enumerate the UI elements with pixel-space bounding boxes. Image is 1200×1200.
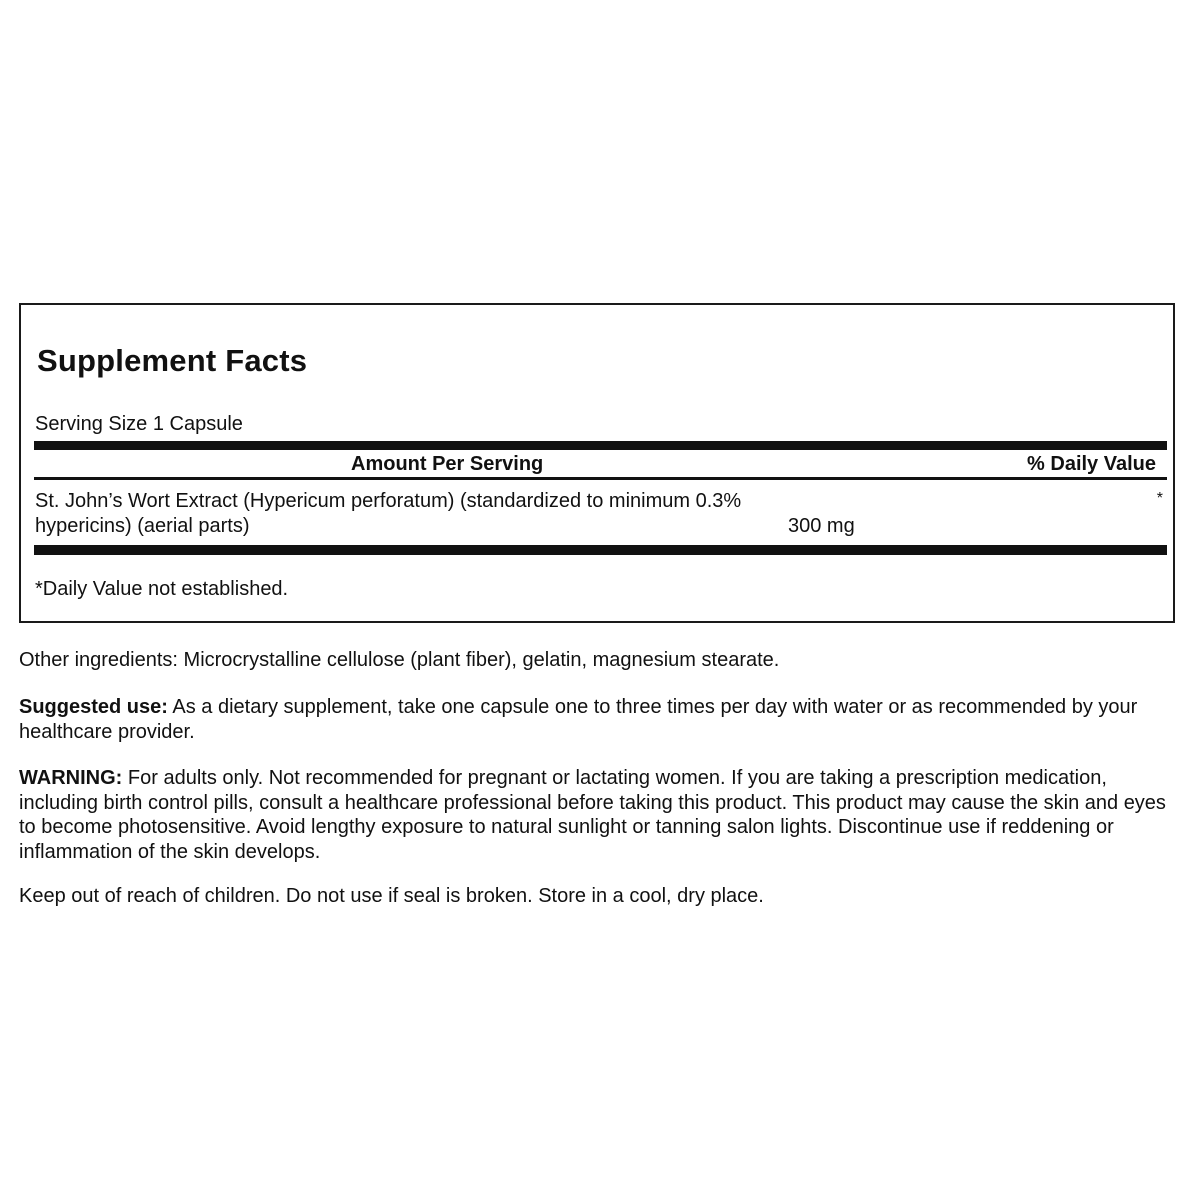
daily-value-header: % Daily Value (1027, 453, 1156, 475)
serving-size: Serving Size 1 Capsule (35, 413, 243, 435)
suggested-use-text: As a dietary supplement, take one capsule one to three times per day with water or as recommended by your healthcare provider. (19, 696, 1138, 743)
other-ingredients: Other ingredients: Microcrystalline cellulose (plant fiber), gelatin, magnesium stearate. (19, 649, 780, 671)
supplement-facts-panel (19, 303, 1175, 623)
warning-text: For adults only. Not recommended for pregnant or lactating women. If you are taking a prescription medication, including birth control pills, consult a healthcare professional before taking this product. This product may cause the skin and eyes to become photosensitive. Avoid lengthy exposure to natural sunlight or tanning salon lights. Discontinue use if reddening or inflammation of the skin develops. (19, 767, 1166, 863)
storage-instructions: Keep out of reach of children. Do not use if seal is broken. Store in a cool, dry place. (19, 885, 764, 907)
divider-thick-top (34, 441, 1167, 450)
ingredient-name: St. John’s Wort Extract (Hypericum perforatum) (standardized to minimum 0.3% hypericins) (aerial parts) (35, 490, 742, 537)
amount-per-serving-header: Amount Per Serving (351, 453, 544, 475)
suggested-use-paragraph (19, 695, 1184, 744)
divider-thin (34, 477, 1167, 480)
warning-paragraph (19, 766, 1184, 864)
ingredient-daily-value: * (1156, 490, 1163, 507)
divider-thick-bottom (34, 545, 1167, 555)
suggested-use-label: Suggested use: (19, 696, 168, 718)
supplement-facts-title: Supplement Facts (37, 343, 308, 378)
warning-label: WARNING: (19, 767, 123, 789)
daily-value-footnote: *Daily Value not established. (35, 578, 289, 600)
ingredient-amount: 300 mg (788, 515, 855, 537)
